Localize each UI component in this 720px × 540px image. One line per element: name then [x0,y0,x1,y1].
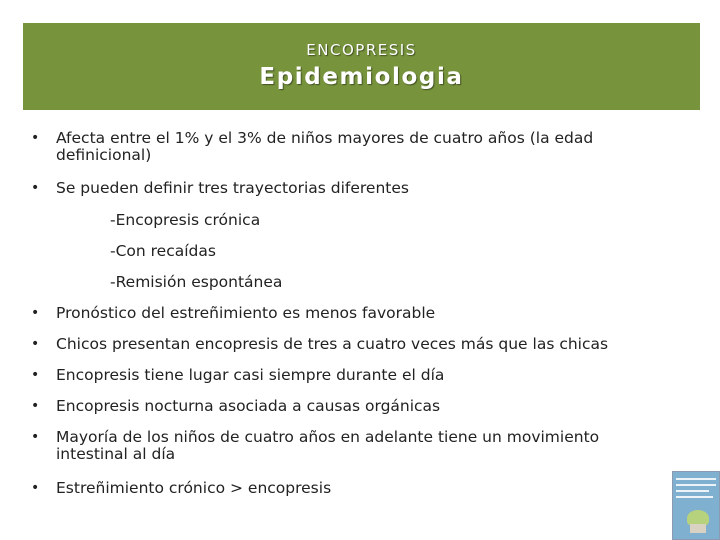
bullet-text: Pronóstico del estreñimiento es menos favorable [56,304,436,322]
cover-title-line [676,478,716,480]
bullet-text: Se pueden definir tres trayectorias diferentes [56,179,409,197]
book-cover-thumbnail [672,471,720,540]
bullet-dot-icon: • [31,180,40,196]
bullet-text: Afecta entre el 1% y el 3% de niños mayores de cuatro años (la edad definicional) [56,129,594,164]
trajectory-item: -Remisión espontánea [110,273,283,291]
slide-kicker: ENCOPRESIS [306,41,417,59]
bullet-dot-icon: • [31,367,40,383]
bullet-text: Encopresis tiene lugar casi siempre durante el día [56,366,445,384]
cover-title-line [676,490,709,492]
cover-title-line [676,484,716,486]
trajectory-item: -Con recaídas [110,242,216,260]
bullet-text: Chicos presentan encopresis de tres a cuatro veces más que las chicas [56,335,609,353]
bullet-dot-icon: • [31,305,40,321]
trajectory-item: -Encopresis crónica [110,211,261,229]
cover-title-line [676,496,713,498]
bullet-dot-icon: • [31,336,40,352]
bullet-dot-icon: • [31,429,40,445]
bullet-text: Mayoría de los niños de cuatro años en adelante tiene un movimiento intestinal al día [56,428,600,463]
bullet-dot-icon: • [31,480,40,496]
bullet-text: Estreñimiento crónico > encopresis [56,479,332,497]
bullet-text: Encopresis nocturna asociada a causas orgánicas [56,397,441,415]
slide-title: Epidemiologia [259,64,464,90]
bullet-dot-icon: • [31,130,40,146]
pot-icon [690,524,706,533]
bullet-dot-icon: • [31,398,40,414]
